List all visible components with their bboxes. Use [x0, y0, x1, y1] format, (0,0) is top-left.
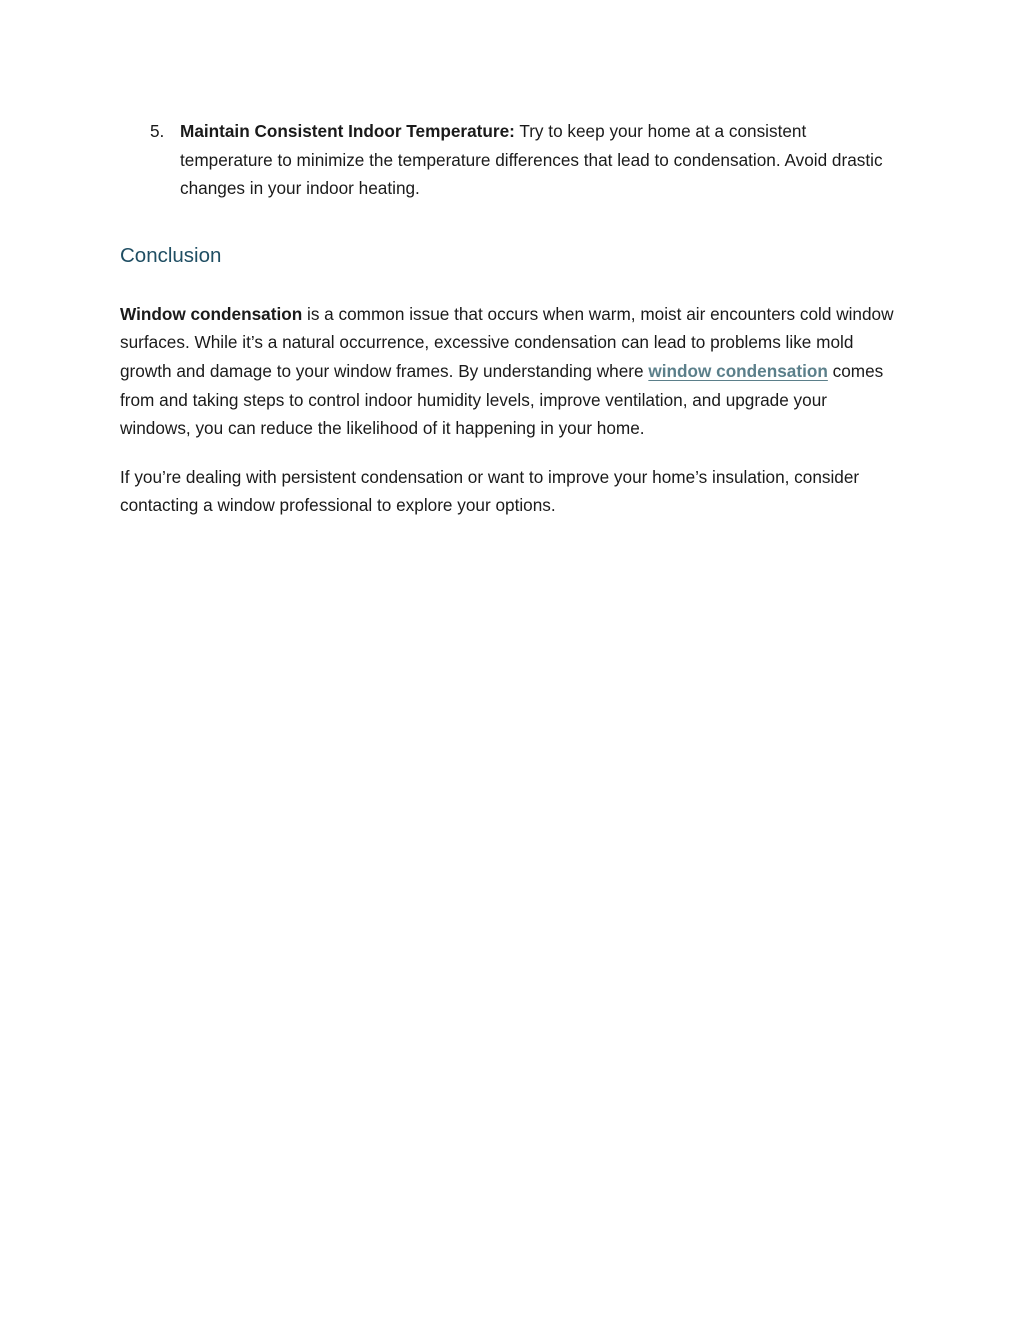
window-condensation-link[interactable]: window condensation	[648, 360, 828, 381]
document-content	[120, 117, 900, 520]
list-item-title: Maintain Consistent Indoor Temperature:	[180, 121, 515, 141]
paragraph-text-b: comes from and taking steps to control indoor humidity levels, improve ventilation, and upgrade your windows, you can reduce the likelihood of it happening in your home.	[120, 360, 884, 439]
list-item-text: Try to keep your home at a consistent temperature to minimize the temperature differences that lead to condensation. Avoid drastic changes in your indoor heating.	[180, 121, 883, 199]
conclusion-paragraph-1	[120, 300, 900, 443]
bold-lead-text: Window condensation	[120, 303, 303, 324]
paragraph-text-a: is a common issue that occurs when warm, moist air encounters cold window surfaces. While it’s a natural occurrence, excessive condensation can lead to problems like mold growth and damage to your window frames. By understanding where	[120, 303, 894, 381]
conclusion-paragraph-2: If you’re dealing with persistent condensation or want to improve your home’s insulation, consider contacting a window professional to explore your options.	[120, 466, 860, 516]
conclusion-heading: Conclusion	[120, 243, 222, 267]
list-item-temperature	[120, 117, 900, 203]
list-number: 5.	[150, 121, 165, 141]
